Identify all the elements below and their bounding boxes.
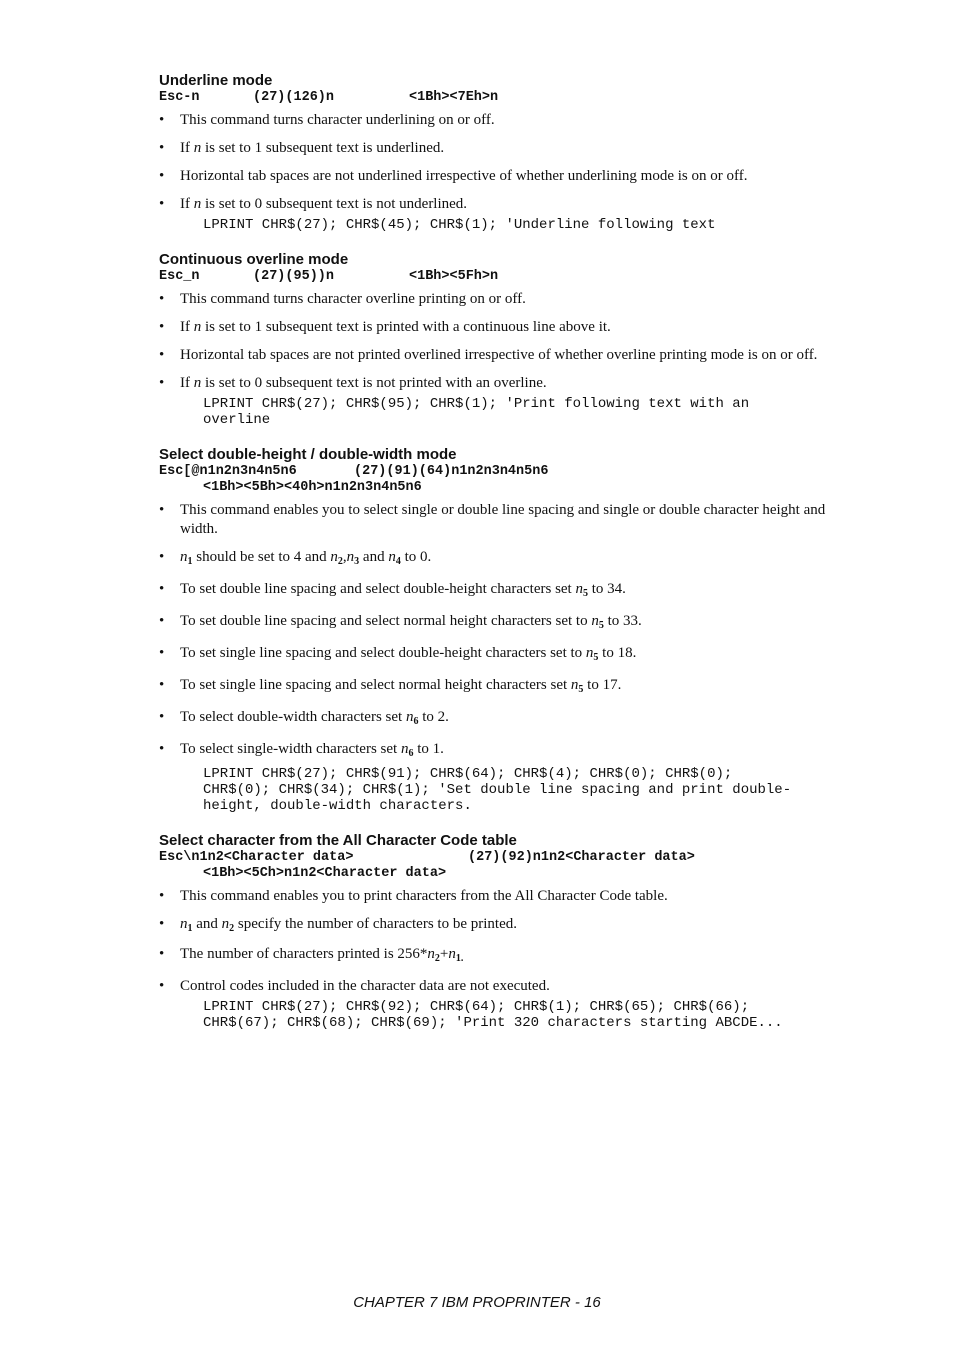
list-item: • To set double line spacing and select normal height characters set to $n_5$ to 33. <box>159 612 899 631</box>
code-example: LPRINT CHR$(27); CHR$(92); CHR$(64); CHR$(1); CHR$(65); CHR$(66); CHR$(67); CHR$(68); CHR$(69); 'Print 320 characters starting ABCDE... <box>203 999 783 1031</box>
list-item: • If n is set to 1 subsequent text is underlined. <box>159 139 899 158</box>
bullet-list <box>159 290 899 393</box>
command-syntax <box>159 90 899 106</box>
list-item: • This command enables you to print characters from the All Character Code table. <box>159 887 899 906</box>
section-underline-mode <box>159 72 899 233</box>
command-esc: Esc-n <box>159 90 200 105</box>
command-hex: <1Bh><5Ch>n1n2<Character data> <box>203 866 447 881</box>
page-content <box>159 72 899 1049</box>
list-item: • To select double-width characters set $n_6$ to 2. <box>159 708 899 727</box>
list-item: • $n_1$ should be set to 4 and $n_2,n_3$ and $n_4$ to 0. <box>159 548 899 567</box>
command-esc: Esc\n1n2<Character data> <box>159 850 354 865</box>
code-example: LPRINT CHR$(27); CHR$(45); CHR$(1); 'Underline following text <box>203 217 716 233</box>
section-heading: Select double-height / double-width mode <box>159 446 457 463</box>
bullet-list <box>159 111 899 214</box>
command-syntax <box>159 269 899 285</box>
section-heading: Continuous overline mode <box>159 251 349 268</box>
command-esc: Esc[@n1n2n3n4n5n6 <box>159 464 297 479</box>
section-heading: Underline mode <box>159 72 273 89</box>
list-item: • To set single line spacing and select normal height characters set $n_5$ to 17. <box>159 676 899 695</box>
list-item: • To set single line spacing and select double-height characters set to $n_5$ to 18. <box>159 644 899 663</box>
list-item: • To select single-width characters set $n_6$ to 1. <box>159 740 899 759</box>
command-esc: Esc_n <box>159 269 200 284</box>
list-item: • Horizontal tab spaces are not underlined irrespective of whether underlining mode is on or off. <box>159 167 899 186</box>
section-double-height-width-mode <box>159 446 899 814</box>
bullet-list <box>159 501 899 759</box>
command-hex: <1Bh><5Bh><40h>n1n2n3n4n5n6 <box>203 480 422 495</box>
list-item: • If n is set to 0 subsequent text is not printed with an overline. <box>159 374 899 393</box>
command-syntax <box>159 464 899 480</box>
list-item: • If n is set to 0 subsequent text is not underlined. <box>159 195 899 214</box>
command-hex: <1Bh><7Eh>n <box>409 90 499 105</box>
list-item: • This command enables you to select single or double line spacing and single or double character height and width. <box>159 501 899 539</box>
list-item: • Horizontal tab spaces are not printed overlined irrespective of whether overline printing mode is on or off. <box>159 346 899 365</box>
list-item: • This command turns character underlining on or off. <box>159 111 899 130</box>
command-decimal: (27)(95))n <box>253 269 335 284</box>
command-decimal: (27)(92)n1n2<Character data> <box>468 850 695 865</box>
command-syntax <box>159 850 899 866</box>
code-example: LPRINT CHR$(27); CHR$(91); CHR$(64); CHR$(4); CHR$(0); CHR$(0); CHR$(0); CHR$(34); CHR$(1); 'Set double line spacing and print double- height, double-width characters. <box>203 766 792 814</box>
list-item: • The number of characters printed is $256*n_2+n_{1.}$ <box>159 945 899 964</box>
command-decimal: (27)(91)(64)n1n2n3n4n5n6 <box>354 464 549 479</box>
section-continuous-overline-mode <box>159 251 899 428</box>
section-all-character-code-table <box>159 832 899 1031</box>
list-item: • This command turns character overline printing on or off. <box>159 290 899 309</box>
section-heading: Select character from the All Character Code table <box>159 832 517 849</box>
command-hex: <1Bh><5Fh>n <box>409 269 499 284</box>
list-item: • Control codes included in the character data are not executed. <box>159 977 899 996</box>
command-decimal: (27)(126)n <box>253 90 335 105</box>
list-item: • $n_1$ and $n_2$ specify the number of characters to be printed. <box>159 915 899 934</box>
list-item: • To set double line spacing and select double-height characters set $n_5$ to 34. <box>159 580 899 599</box>
page-footer: CHAPTER 7 IBM PROPRINTER - 16 <box>353 1294 601 1311</box>
list-item: • If n is set to 1 subsequent text is printed with a continuous line above it. <box>159 318 899 337</box>
code-example: LPRINT CHR$(27); CHR$(95); CHR$(1); 'Print following text with an overline <box>203 396 750 428</box>
bullet-list <box>159 887 899 996</box>
